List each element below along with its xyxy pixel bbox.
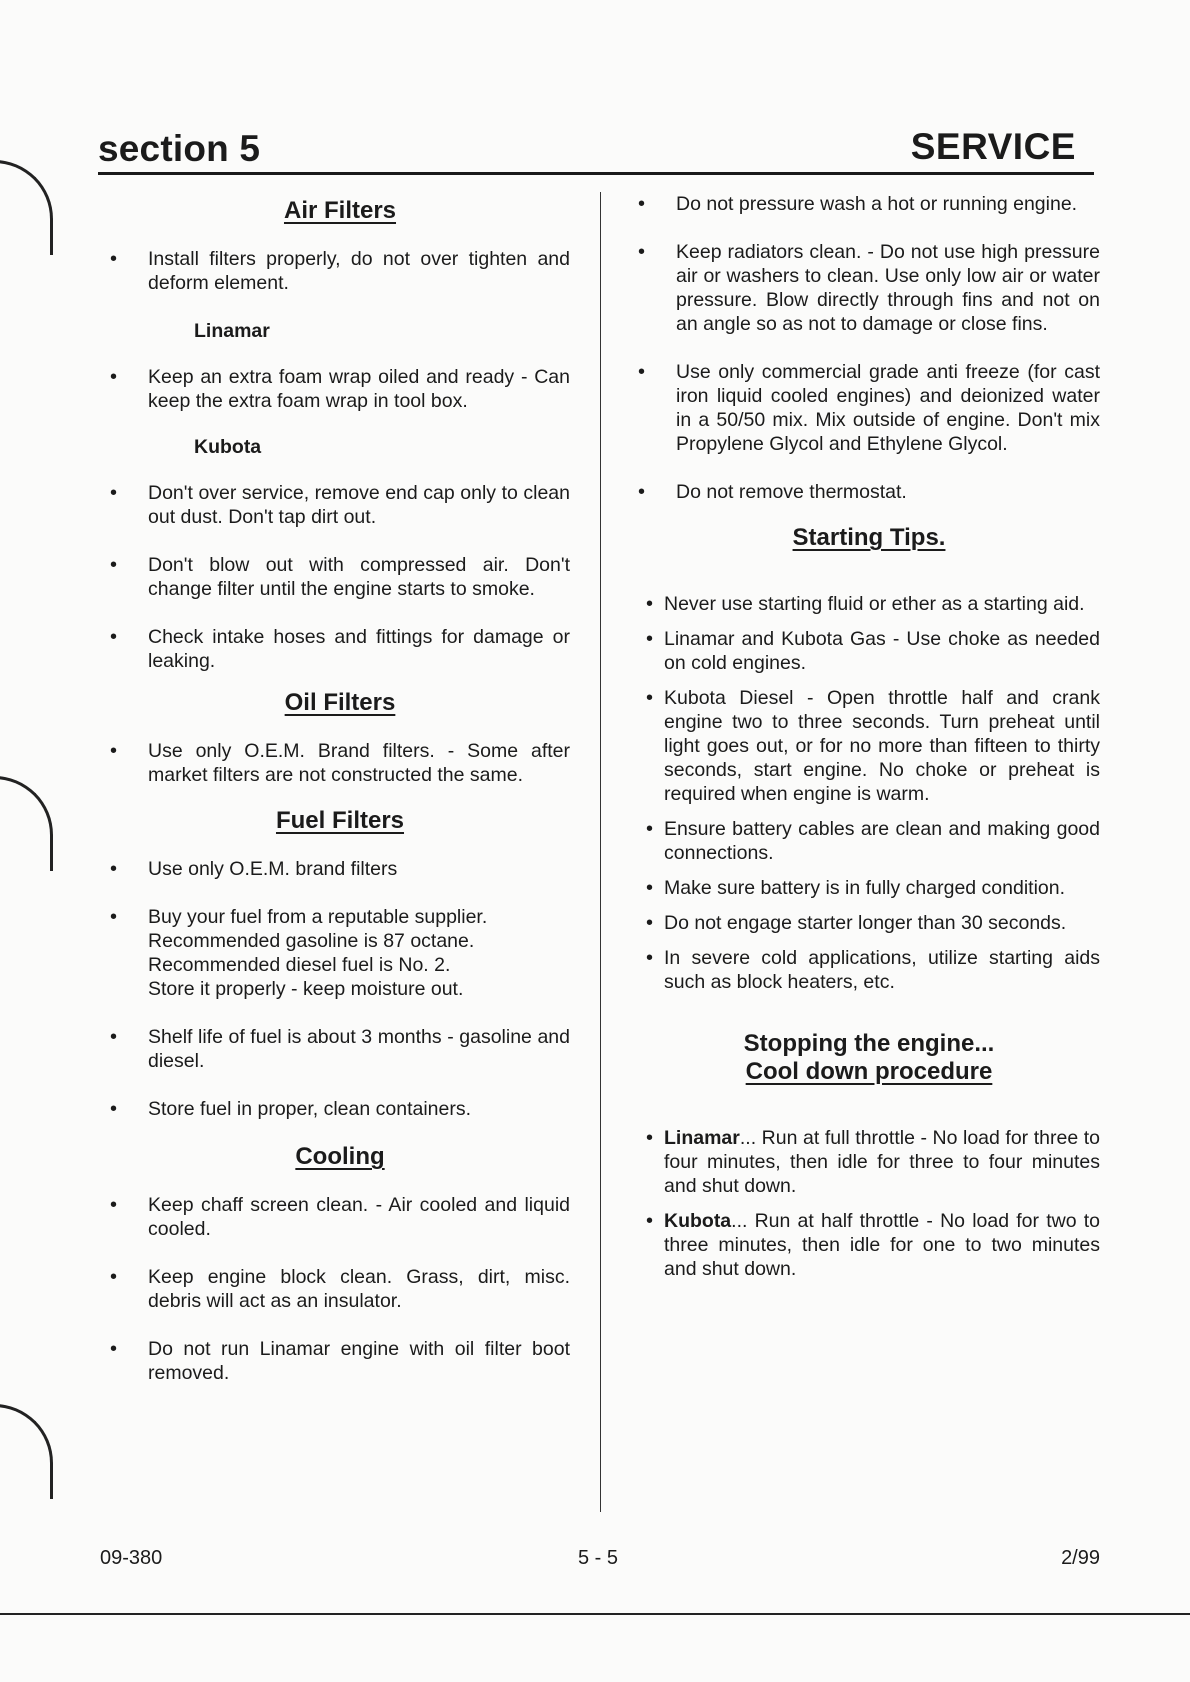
page-title: SERVICE xyxy=(910,126,1076,167)
cooling-continued-list xyxy=(638,192,1100,504)
air-filters-heading: Air Filters xyxy=(283,197,397,224)
kubota-list xyxy=(110,481,570,673)
list-item: • Keep an extra foam wrap oiled and ready - Can keep the extra foam wrap in tool box. xyxy=(110,365,570,413)
fuel-filters-heading: Fuel Filters xyxy=(275,807,405,834)
right-column xyxy=(638,192,1100,1281)
bottom-rule xyxy=(0,1613,1190,1615)
section-label: section 5 xyxy=(98,128,261,169)
linamar-subheading: Linamar xyxy=(194,320,270,342)
list-item: • Do not engage starter longer than 30 seconds. xyxy=(638,911,1100,935)
binder-hole-mark xyxy=(0,1404,53,1499)
list-item-text: ... Run at full throttle - No load for three to four minutes, then idle for three to four minutes and shut down. xyxy=(664,1127,1100,1197)
engine-label: Linamar xyxy=(664,1127,740,1149)
list-item: • Kubota Diesel - Open throttle half and crank engine two to three seconds. Turn preheat until light goes out, or for no more than fifteen to thirty seconds, start engine. No choke or preheat is required when engine is warm. xyxy=(638,686,1100,806)
list-item: • Shelf life of fuel is about 3 months - gasoline and diesel. xyxy=(110,1025,570,1073)
list-item xyxy=(638,1209,1100,1281)
list-item: • In severe cold applications, utilize starting aids such as block heaters, etc. xyxy=(638,946,1100,994)
cooling-list xyxy=(110,1193,570,1385)
list-item: • Use only O.E.M. Brand filters. - Some after market filters are not constructed the same. xyxy=(110,739,570,787)
list-item: • Linamar and Kubota Gas - Use choke as needed on cold engines. xyxy=(638,627,1100,675)
oil-filters-heading: Oil Filters xyxy=(284,689,396,716)
list-item-line: Recommended diesel fuel is No. 2. xyxy=(148,954,451,976)
oil-filters-list xyxy=(110,739,570,787)
stopping-heading xyxy=(638,1030,1100,1086)
left-column xyxy=(110,197,570,1385)
list-item xyxy=(110,905,570,1001)
list-item: • Do not remove thermostat. xyxy=(638,480,1100,504)
stopping-heading-line1: Stopping the engine... xyxy=(743,1030,995,1057)
air-filters-list xyxy=(110,247,570,295)
cooling-heading: Cooling xyxy=(295,1143,385,1170)
starting-tips-list xyxy=(638,592,1100,994)
list-item: • Don't blow out with compressed air. Don't change filter until the engine starts to smoke. xyxy=(110,553,570,601)
list-item: • Ensure battery cables are clean and making good connections. xyxy=(638,817,1100,865)
list-item: • Use only O.E.M. brand filters xyxy=(110,857,570,881)
list-item-text: ... Run at half throttle - No load for two to three minutes, then idle for one to two minutes and shut down. xyxy=(664,1210,1100,1280)
header-rule xyxy=(98,172,1094,175)
list-item-line: Recommended gasoline is 87 octane. xyxy=(148,930,475,952)
list-item: • Keep chaff screen clean. - Air cooled and liquid cooled. xyxy=(110,1193,570,1241)
binder-hole-mark xyxy=(0,160,53,255)
list-item: • Make sure battery is in fully charged condition. xyxy=(638,876,1100,900)
doc-number: 09-380 xyxy=(100,1547,163,1569)
stopping-heading-line2: Cool down procedure xyxy=(745,1058,993,1085)
list-item: • Use only commercial grade anti freeze (for cast iron liquid cooled engines) and deionized water in a 50/50 mix. Mix outside of engine. Don't mix Propylene Glycol and Ethylene Glycol. xyxy=(638,360,1100,456)
binder-hole-mark xyxy=(0,776,53,871)
list-item: • Keep radiators clean. - Do not use high pressure air or washers to clean. Use only low air or water pressure. Blow directly through fins and not on an angle so as not to damage or close fins. xyxy=(638,240,1100,336)
revision-date: 2/99 xyxy=(1061,1547,1100,1569)
linamar-list xyxy=(110,365,570,413)
column-divider xyxy=(600,192,601,1512)
page-number: 5 - 5 xyxy=(578,1547,619,1569)
list-item xyxy=(638,1126,1100,1198)
stopping-list xyxy=(638,1126,1100,1281)
list-item: • Do not pressure wash a hot or running engine. xyxy=(638,192,1100,216)
list-item: • Store fuel in proper, clean containers. xyxy=(110,1097,570,1121)
engine-label: Kubota xyxy=(664,1210,732,1232)
fuel-filters-list xyxy=(110,857,570,1121)
list-item-line: Store it properly - keep moisture out. xyxy=(148,978,464,1000)
list-item: • Install filters properly, do not over tighten and deform element. xyxy=(110,247,570,295)
list-item: • Keep engine block clean. Grass, dirt, misc. debris will act as an insulator. xyxy=(110,1265,570,1313)
list-item-line: • Buy your fuel from a reputable supplier. xyxy=(148,906,488,928)
kubota-subheading: Kubota xyxy=(194,436,262,458)
list-item: • Check intake hoses and fittings for damage or leaking. xyxy=(110,625,570,673)
list-item: • Never use starting fluid or ether as a starting aid. xyxy=(638,592,1100,616)
list-item: • Do not run Linamar engine with oil filter boot removed. xyxy=(110,1337,570,1385)
list-item: • Don't over service, remove end cap only to clean out dust. Don't tap dirt out. xyxy=(110,481,570,529)
starting-tips-heading: Starting Tips. xyxy=(792,524,946,551)
